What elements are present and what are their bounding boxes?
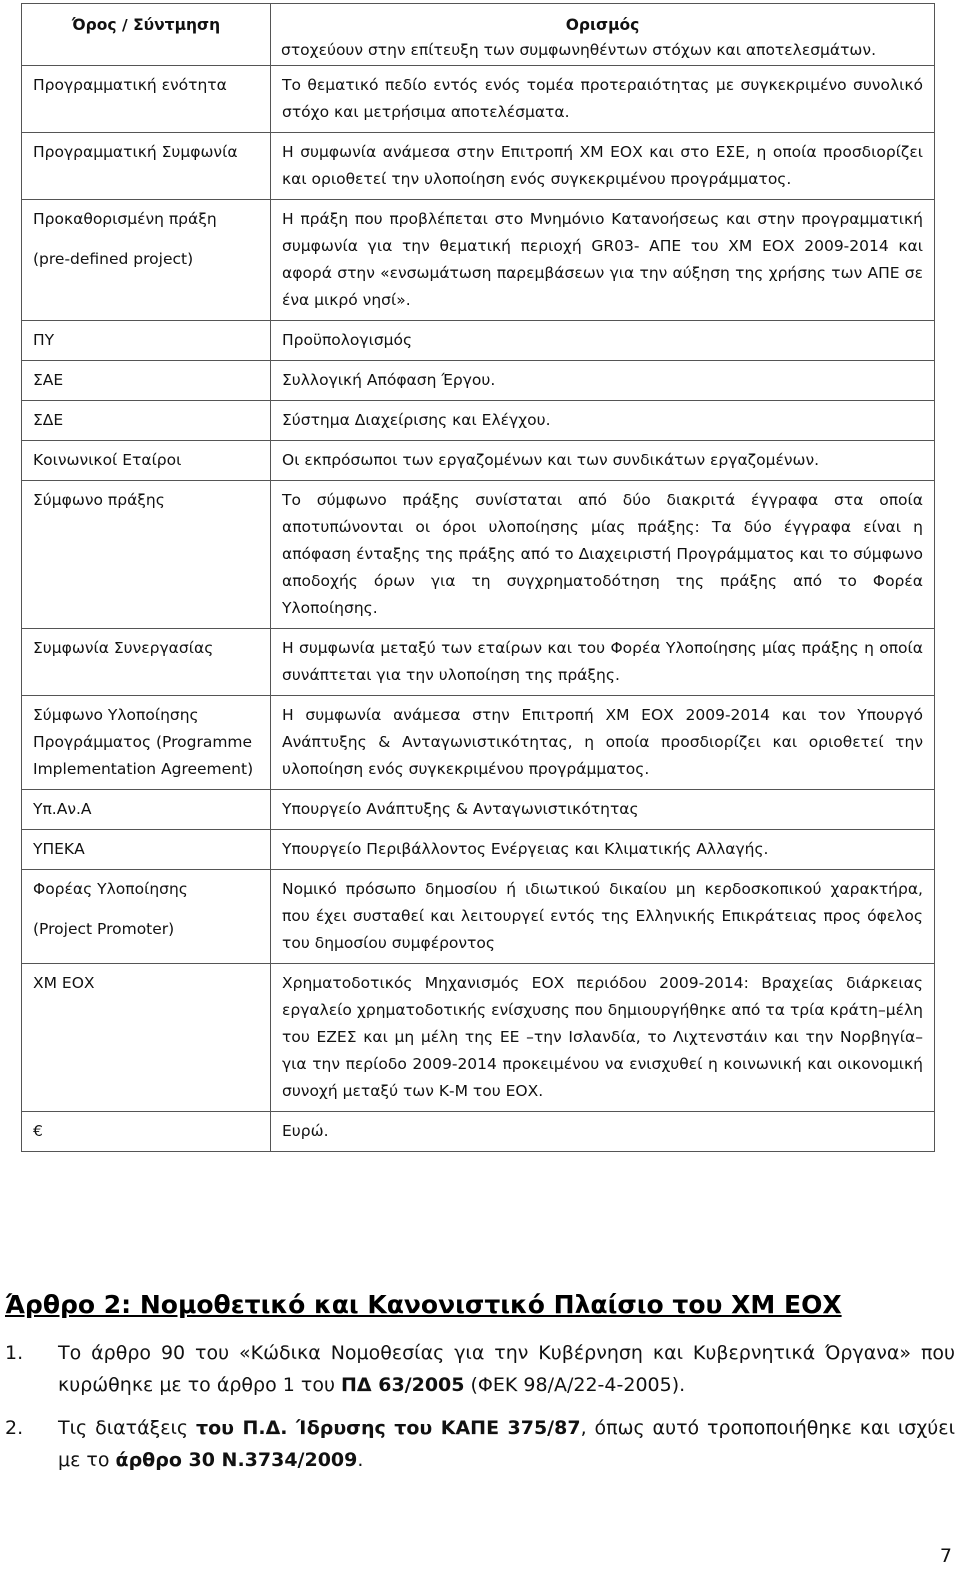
term-cell	[22, 200, 271, 321]
definition-cell: Νομικό πρόσωπο δημοσίου ή ιδιωτικού δικαίου μη κερδοσκοπικού χαρακτήρα, που έχει συσταθεί και λειτουργεί εντός της Ελληνικής Επικράτειας προς όφελος του δημοσίου συμφέροντος	[271, 870, 935, 964]
term-text: Προκαθορισμένη πράξη	[33, 210, 217, 228]
list-item-text: Τις διατάξεις	[58, 1417, 196, 1439]
table-row	[22, 629, 935, 696]
definition-cell: Η πράξη που προβλέπεται στο Μνημόνιο Κατανοήσεως και στην προγραμματική συμφωνία για την θεματική περιοχή GR03- ΑΠΕ του ΧΜ ΕΟΧ 2009-2014 και αφορά στην «ενσωμάτωση παρεμβάσεων για την αύξηση της χρήσης των ΑΠΕ σε ένα μικρό νησί».	[271, 200, 935, 321]
table-row	[22, 964, 935, 1112]
term-column-header: Όρος / Σύντμηση	[22, 4, 271, 66]
article-list	[5, 1337, 955, 1476]
list-item-text: .	[357, 1449, 364, 1471]
term-cell	[22, 361, 271, 401]
term-text: Φορέας Υλοποίησης	[33, 880, 188, 898]
term-text: ΧΜ ΕΟΧ	[33, 974, 95, 992]
glossary-table	[21, 3, 935, 1152]
term-text: (pre-defined project)	[33, 250, 194, 268]
term-text: (Project Promoter)	[33, 920, 175, 938]
term-text: Προγραμματική Συμφωνία	[33, 143, 238, 161]
term-text: ΥΠΕΚΑ	[33, 840, 85, 858]
term-cell	[22, 321, 271, 361]
definition-cell: Υπουργείο Περιβάλλοντος Ενέργειας και Κλιματικής Αλλαγής.	[271, 830, 935, 870]
term-cell	[22, 629, 271, 696]
definition-cell: Η συμφωνία ανάμεσα στην Επιτροπή ΧΜ ΕΟΧ 2009-2014 και τον Υπουργό Ανάπτυξης & Ανταγωνιστικότητας, η οποία προσδιορίζει και οριοθετεί την υλοποίηση ενός συγκεκριμένου προγράμματος.	[271, 696, 935, 790]
definition-cell: Συλλογική Απόφαση Έργου.	[271, 361, 935, 401]
term-text: Σύμφωνο πράξης	[33, 491, 165, 509]
definition-cell: Προϋπολογισμός	[271, 321, 935, 361]
table-body	[22, 66, 935, 1152]
table-row	[22, 481, 935, 629]
table-row	[22, 66, 935, 133]
page-number: 7	[939, 1545, 952, 1567]
list-item-bold: του Π.Δ. Ίδρυσης του ΚΑΠΕ 375/87	[195, 1417, 581, 1439]
table-row	[22, 441, 935, 481]
article-list-item	[5, 1412, 955, 1476]
table-row	[22, 870, 935, 964]
table-row	[22, 200, 935, 321]
list-item-bold: ΠΔ 63/2005	[341, 1374, 465, 1396]
term-text: €	[33, 1122, 43, 1140]
term-cell	[22, 401, 271, 441]
list-item-text: (ΦΕΚ 98/Α/22-4-2005).	[464, 1374, 686, 1396]
list-item-number: 1.	[5, 1342, 24, 1364]
list-item-number: 2.	[5, 1417, 24, 1439]
term-cell	[22, 1112, 271, 1152]
table-row	[22, 790, 935, 830]
definition-cell: Η συμφωνία ανάμεσα στην Επιτροπή ΧΜ ΕΟΧ και στο ΕΣΕ, η οποία προσδιορίζει και οριοθετεί την υλοποίηση ενός συγκεκριμένου προγράμματος.	[271, 133, 935, 200]
definition-cell: Ευρώ.	[271, 1112, 935, 1152]
term-text: ΣΔΕ	[33, 411, 64, 429]
list-item-text: Το άρθρο 90 του «Κώδικα Νομοθεσίας για την Κυβέρνηση και Κυβερνητικά Όργανα» που κυρώθηκε με το άρθρο 1 του	[58, 1342, 955, 1396]
definition-cell: Το σύμφωνο πράξης συνίσταται από δύο διακριτά έγγραφα στα οποία αποτυπώνονται οι όροι υλοποίησης μίας πράξης: Τα δύο έγγραφα είναι η απόφαση ένταξης της πράξης από το Διαχειριστή Προγράμματος και το σύμφωνο αποδοχής όρων για τη συγχρηματοδότηση της πράξης από το Φορέα Υλοποίησης.	[271, 481, 935, 629]
table-row	[22, 133, 935, 200]
list-item-text: , όπως αυτό τροποποιήθηκε και ισχύει με το	[58, 1417, 955, 1471]
table-row	[22, 830, 935, 870]
term-cell	[22, 133, 271, 200]
definition-cell: Το θεματικό πεδίο εντός ενός τομέα προτεραιότητας με συγκεκριμένο συνολικό στόχο και μετρήσιμα αποτελέσματα.	[271, 66, 935, 133]
table-row	[22, 321, 935, 361]
term-text: ΠΥ	[33, 331, 55, 349]
table-row	[22, 1112, 935, 1152]
term-cell	[22, 964, 271, 1112]
definition-column-header: Ορισμός στοχεύουν στην επίτευξη των συμφωνηθέντων στόχων και αποτελεσμάτων.	[271, 4, 935, 66]
term-cell	[22, 66, 271, 133]
continuation-text: στοχεύουν στην επίτευξη των συμφωνηθέντων στόχων και αποτελεσμάτων.	[281, 41, 876, 59]
term-cell	[22, 696, 271, 790]
term-cell	[22, 481, 271, 629]
term-cell	[22, 830, 271, 870]
list-item-bold: άρθρο 30 Ν.3734/2009	[115, 1449, 358, 1471]
term-text: Υπ.Αν.Α	[33, 800, 92, 818]
term-text: Συμφωνία Συνεργασίας	[33, 639, 214, 657]
term-cell	[22, 790, 271, 830]
definition-cell: Χρηματοδοτικός Μηχανισμός ΕΟΧ περιόδου 2009-2014: Βραχείας διάρκειας εργαλείο χρηματοδοτικής ενίσχυσης που δημιουργήθηκε από τα τρία κράτη–μέλη του ΕΖΕΣ και μη μέλη της ΕΕ –την Ισλανδία, το Λιχτενστάιν και την Νορβηγία– για την περίοδο 2009-2014 προκειμένου να ενισχυθεί η κοινωνική και οικονομική συνοχή μεταξύ των Κ-Μ του ΕΟΧ.	[271, 964, 935, 1112]
table-row	[22, 401, 935, 441]
term-cell	[22, 870, 271, 964]
definition-cell: Υπουργείο Ανάπτυξης & Ανταγωνιστικότητας	[271, 790, 935, 830]
definition-cell: Η συμφωνία μεταξύ των εταίρων και του Φορέα Υλοποίησης μίας πράξης η οποία συνάπτεται για την υλοποίηση της πράξης.	[271, 629, 935, 696]
term-text: Προγραμματική ενότητα	[33, 76, 227, 94]
table-row	[22, 361, 935, 401]
definition-cell: Σύστημα Διαχείρισης και Ελέγχου.	[271, 401, 935, 441]
table-header-row	[22, 4, 935, 66]
term-text: Σύμφωνο Υλοποίησης Προγράμματος (Programme Implementation Agreement)	[33, 706, 254, 778]
table-row	[22, 696, 935, 790]
article-list-item	[5, 1337, 955, 1401]
term-text: Κοινωνικοί Εταίροι	[33, 451, 182, 469]
article-title: Άρθρο 2: Νομοθετικό και Κανονιστικό Πλαίσιο του ΧΜ ΕΟΧ	[5, 1290, 842, 1319]
term-cell	[22, 441, 271, 481]
term-text: ΣΑΕ	[33, 371, 64, 389]
definition-cell: Οι εκπρόσωποι των εργαζομένων και των συνδικάτων εργαζομένων.	[271, 441, 935, 481]
